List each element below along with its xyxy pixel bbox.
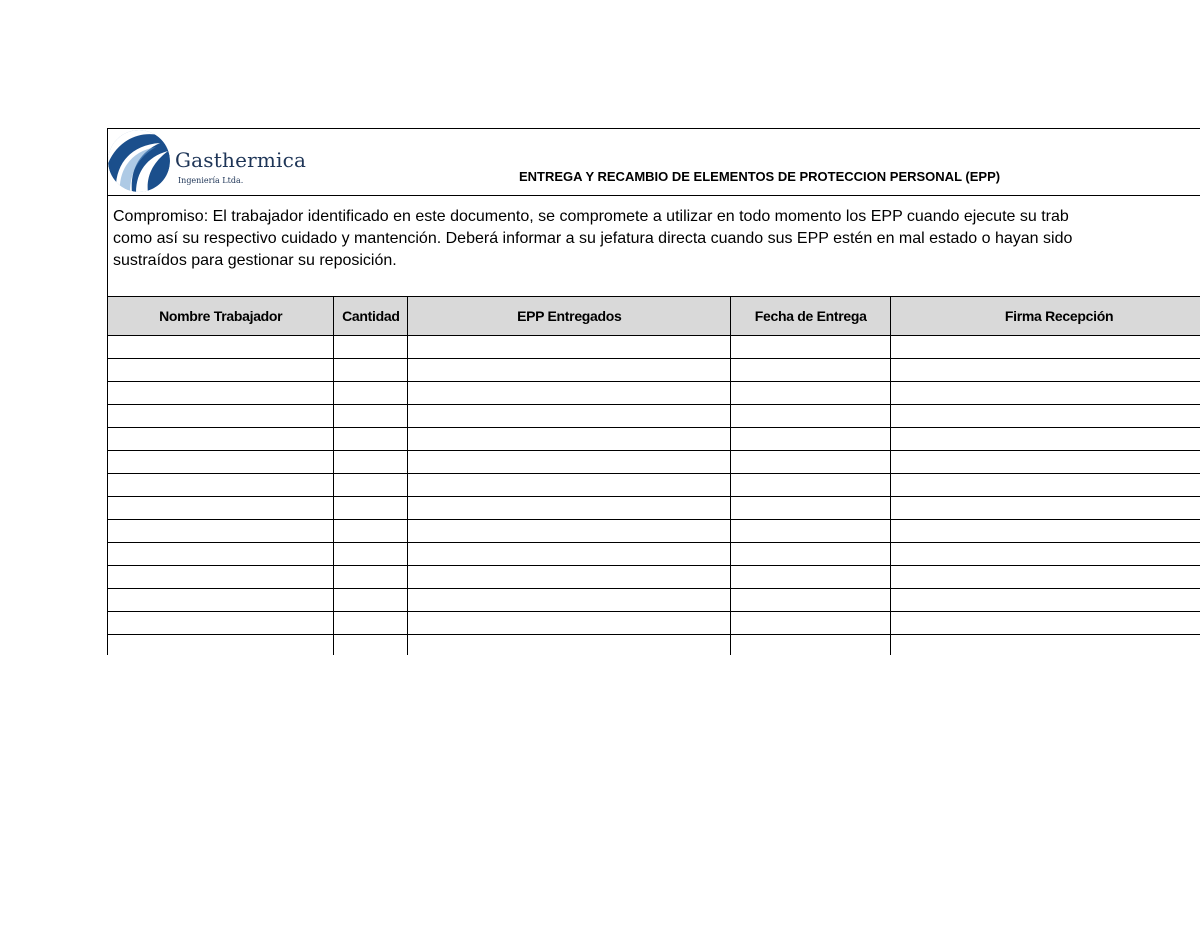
commitment-line: sustraídos para gestionar su reposición. (113, 252, 397, 269)
commitment-line: Compromiso: El trabajador identificado en este documento, se compromete a utilizar en todo momento los EPP cuando ejecute su trab (113, 208, 1069, 225)
table-row (108, 382, 1200, 405)
table-row (108, 635, 1200, 656)
table-cell[interactable] (408, 405, 731, 428)
spreadsheet-page (107, 128, 1200, 655)
table-cell[interactable] (731, 520, 891, 543)
table-cell[interactable] (891, 612, 1200, 635)
table-row (108, 543, 1200, 566)
table-cell[interactable] (731, 359, 891, 382)
table-cell[interactable] (408, 612, 731, 635)
table-cell[interactable] (408, 336, 731, 359)
table-cell[interactable] (108, 451, 334, 474)
table-cell[interactable] (408, 382, 731, 405)
company-subtitle: Ingeniería Ltda. (178, 176, 244, 185)
table-cell[interactable] (334, 612, 408, 635)
table-cell[interactable] (408, 359, 731, 382)
table-cell[interactable] (891, 451, 1200, 474)
table-cell[interactable] (108, 612, 334, 635)
table-cell[interactable] (891, 405, 1200, 428)
table-cell[interactable] (731, 589, 891, 612)
table-row (108, 474, 1200, 497)
table-cell[interactable] (891, 497, 1200, 520)
table-cell[interactable] (334, 359, 408, 382)
table-cell[interactable] (891, 520, 1200, 543)
form-header (108, 129, 1200, 196)
commitment-line: como así su respectivo cuidado y mantención. Deberá informar a su jefatura directa cuando sus EPP estén en mal estado o hayan sido (113, 230, 1073, 247)
table-header-row (108, 297, 1200, 336)
epp-table (108, 297, 1200, 655)
table-cell[interactable] (108, 336, 334, 359)
table-cell[interactable] (334, 428, 408, 451)
table-cell[interactable] (731, 382, 891, 405)
table-cell[interactable] (108, 382, 334, 405)
table-cell[interactable] (891, 428, 1200, 451)
table-cell[interactable] (731, 474, 891, 497)
table-cell[interactable] (731, 428, 891, 451)
column-header-firma: Firma Recepción (891, 297, 1200, 336)
table-cell[interactable] (408, 635, 731, 656)
table-cell[interactable] (408, 589, 731, 612)
table-cell[interactable] (108, 566, 334, 589)
table-cell[interactable] (891, 359, 1200, 382)
table-row (108, 336, 1200, 359)
table-cell[interactable] (891, 566, 1200, 589)
table-row (108, 497, 1200, 520)
table-cell[interactable] (408, 566, 731, 589)
table-cell[interactable] (108, 474, 334, 497)
table-cell[interactable] (108, 497, 334, 520)
table-cell[interactable] (408, 497, 731, 520)
table-cell[interactable] (731, 336, 891, 359)
table-cell[interactable] (334, 635, 408, 656)
table-cell[interactable] (108, 543, 334, 566)
wave-logo-icon (108, 129, 170, 193)
table-cell[interactable] (334, 474, 408, 497)
table-row (108, 612, 1200, 635)
table-cell[interactable] (731, 635, 891, 656)
table-cell[interactable] (334, 405, 408, 428)
table-body (108, 336, 1200, 656)
table-cell[interactable] (731, 451, 891, 474)
table-row (108, 359, 1200, 382)
table-cell[interactable] (108, 405, 334, 428)
table-row (108, 451, 1200, 474)
table-row (108, 520, 1200, 543)
table-cell[interactable] (891, 589, 1200, 612)
table-cell[interactable] (334, 451, 408, 474)
table-cell[interactable] (408, 543, 731, 566)
form-frame (107, 128, 1200, 655)
company-name: Gasthermica (175, 148, 307, 172)
table-row (108, 589, 1200, 612)
table-cell[interactable] (891, 336, 1200, 359)
table-cell[interactable] (408, 451, 731, 474)
table-cell[interactable] (891, 474, 1200, 497)
table-cell[interactable] (334, 336, 408, 359)
table-cell[interactable] (731, 543, 891, 566)
table-cell[interactable] (334, 589, 408, 612)
column-header-fecha: Fecha de Entrega (731, 297, 891, 336)
table-row (108, 405, 1200, 428)
table-cell[interactable] (408, 474, 731, 497)
table-cell[interactable] (731, 405, 891, 428)
table-cell[interactable] (108, 428, 334, 451)
table-cell[interactable] (408, 428, 731, 451)
table-cell[interactable] (334, 566, 408, 589)
table-cell[interactable] (108, 635, 334, 656)
table-cell[interactable] (891, 635, 1200, 656)
table-cell[interactable] (731, 612, 891, 635)
company-logo (108, 129, 307, 195)
table-cell[interactable] (108, 520, 334, 543)
table-cell[interactable] (731, 497, 891, 520)
table-cell[interactable] (891, 382, 1200, 405)
column-header-epp: EPP Entregados (408, 297, 731, 336)
table-cell[interactable] (108, 359, 334, 382)
table-cell[interactable] (108, 589, 334, 612)
table-cell[interactable] (891, 543, 1200, 566)
document-title: ENTREGA Y RECAMBIO DE ELEMENTOS DE PROTECCION PERSONAL (EPP) (519, 169, 1001, 184)
table-row (108, 566, 1200, 589)
table-cell[interactable] (334, 382, 408, 405)
table-cell[interactable] (334, 497, 408, 520)
commitment-text (108, 196, 1200, 297)
column-header-nombre: Nombre Trabajador (108, 297, 334, 336)
table-cell[interactable] (334, 520, 408, 543)
column-header-cantidad: Cantidad (334, 297, 408, 336)
table-cell[interactable] (334, 543, 408, 566)
table-cell[interactable] (731, 566, 891, 589)
table-row (108, 428, 1200, 451)
table-cell[interactable] (408, 520, 731, 543)
